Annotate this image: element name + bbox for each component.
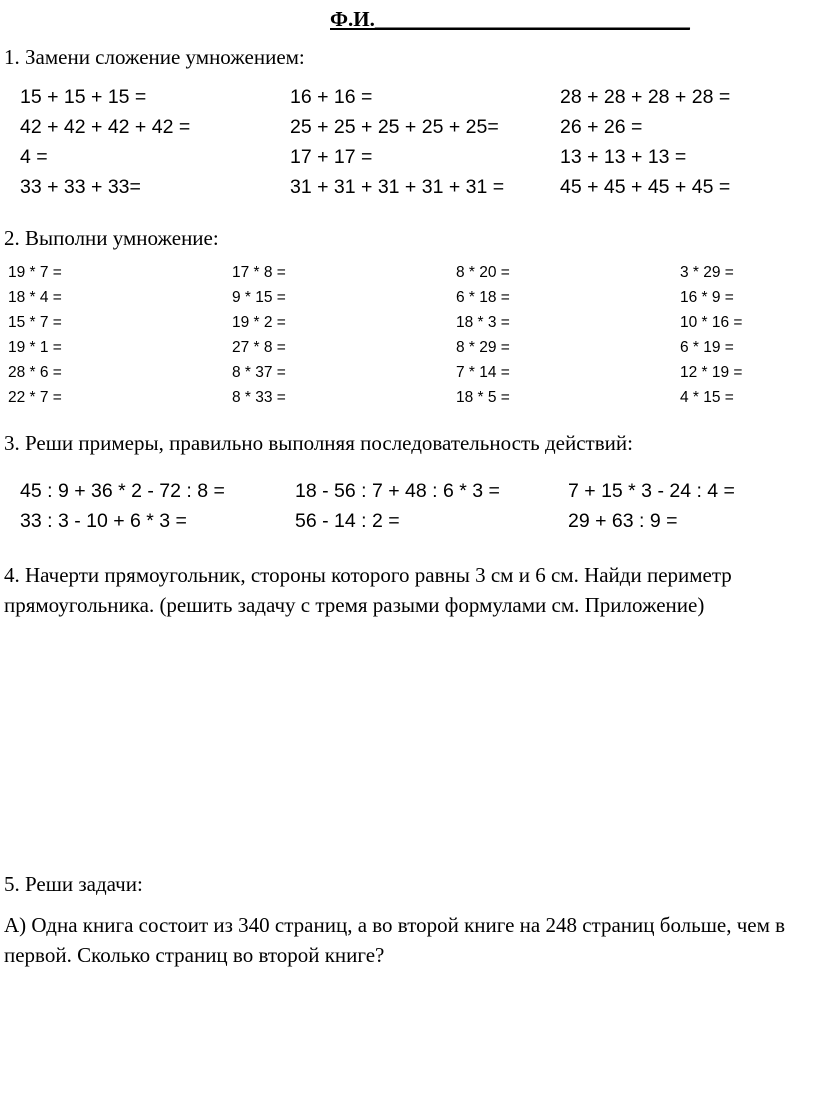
task3-heading: 3. Реши примеры, правильно выполняя последовательность действий:	[4, 431, 633, 455]
task2-item: 6 * 18 =	[456, 289, 510, 306]
task3-item: 29 + 63 : 9 =	[568, 510, 678, 532]
task2-item: 6 * 19 =	[680, 339, 734, 356]
task5-heading: 5. Реши задачи:	[4, 872, 143, 896]
task3-item: 7 + 15 * 3 - 24 : 4 =	[568, 480, 735, 502]
task1-item: 4 =	[20, 146, 48, 168]
task1-heading: 1. Замени сложение умножением:	[4, 45, 305, 69]
task1-item: 42 + 42 + 42 + 42 =	[20, 116, 191, 138]
task1-item: 45 + 45 + 45 + 45 =	[560, 176, 731, 198]
task3-item: 18 - 56 : 7 + 48 : 6 * 3 =	[295, 480, 500, 502]
task1-item: 25 + 25 + 25 + 25 + 25=	[290, 116, 499, 138]
task1-item: 13 + 13 + 13 =	[560, 146, 687, 168]
task2-item: 8 * 29 =	[456, 339, 510, 356]
task1-item: 31 + 31 + 31 + 31 + 31 =	[290, 176, 505, 198]
task2-item: 18 * 5 =	[456, 389, 510, 406]
task2-item: 4 * 15 =	[680, 389, 734, 406]
task2-item: 28 * 6 =	[8, 364, 62, 381]
task3-item: 45 : 9 + 36 * 2 - 72 : 8 =	[20, 480, 225, 502]
task2-item: 19 * 7 =	[8, 264, 62, 281]
name-field-label: Ф.И.______________________________	[330, 7, 690, 31]
task2-item: 8 * 37 =	[232, 364, 286, 381]
task1-item: 15 + 15 + 15 =	[20, 86, 147, 108]
task2-item: 10 * 16 =	[680, 314, 743, 331]
task2-grid	[8, 260, 800, 410]
task2-heading: 2. Выполни умножение:	[4, 226, 219, 250]
task2-item: 19 * 1 =	[8, 339, 62, 356]
task2-item: 19 * 2 =	[232, 314, 286, 331]
task1-grid	[20, 82, 816, 202]
task2-item: 8 * 20 =	[456, 264, 510, 281]
task2-item: 27 * 8 =	[232, 339, 286, 356]
task2-item: 3 * 29 =	[680, 264, 734, 281]
task1-item: 26 + 26 =	[560, 116, 643, 138]
task2-item: 8 * 33 =	[232, 389, 286, 406]
task3-item: 56 - 14 : 2 =	[295, 510, 400, 532]
task3-item: 33 : 3 - 10 + 6 * 3 =	[20, 510, 187, 532]
task2-item: 18 * 4 =	[8, 289, 62, 306]
task4-text: 4. Начерти прямоугольник, стороны которого равны 3 см и 6 см. Найди периметр прямоугольника. (решить задачу с тремя разыми формулами см. Приложение)	[4, 563, 732, 617]
task2-item: 17 * 8 =	[232, 264, 286, 281]
task2-item: 7 * 14 =	[456, 364, 510, 381]
task2-item: 15 * 7 =	[8, 314, 62, 331]
task5-problem-a: А) Одна книга состоит из 340 страниц, а во второй книге на 248 страниц больше, чем в первой. Сколько страниц во второй книге?	[4, 913, 786, 967]
task2-item: 18 * 3 =	[456, 314, 510, 331]
task1-item: 16 + 16 =	[290, 86, 373, 108]
task2-item: 22 * 7 =	[8, 389, 62, 406]
task2-item: 9 * 15 =	[232, 289, 286, 306]
task2-item: 12 * 19 =	[680, 364, 743, 381]
task1-item: 17 + 17 =	[290, 146, 373, 168]
task3-grid	[20, 476, 808, 536]
task1-item: 33 + 33 + 33=	[20, 176, 141, 198]
task2-item: 16 * 9 =	[680, 289, 734, 306]
task1-item: 28 + 28 + 28 + 28 =	[560, 86, 731, 108]
